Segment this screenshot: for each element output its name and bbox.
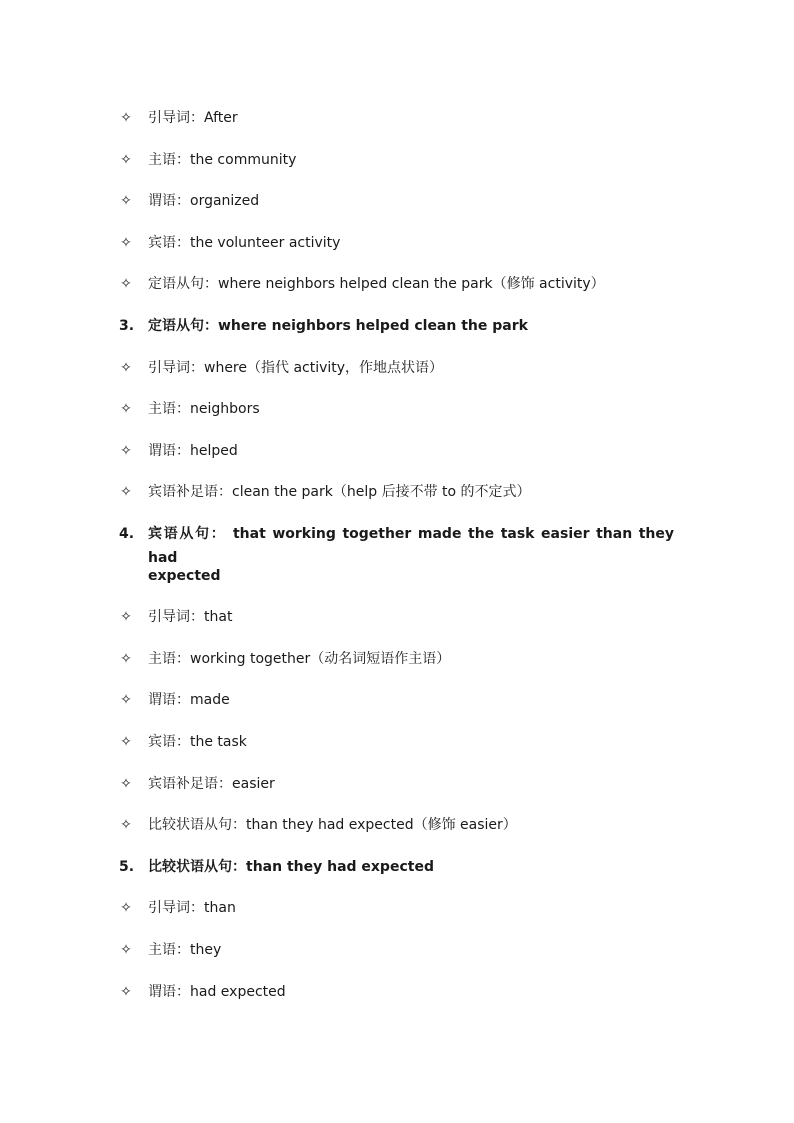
list-item — [0, 480, 794, 504]
diamond-bullet-icon: ✧ — [120, 900, 132, 916]
list-item — [0, 647, 794, 671]
list-item-text: 主语：the community — [148, 152, 297, 168]
list-item-text: 谓语：organized — [148, 193, 260, 209]
diamond-bullet-icon: ✧ — [120, 152, 132, 168]
list-item-text: 主语：they — [148, 942, 222, 958]
list-item — [0, 772, 794, 796]
list-item-text: 比较状语从句：than they had expected（修饰 easier） — [148, 817, 517, 833]
diamond-bullet-icon: ✧ — [120, 443, 132, 459]
section-number: 3. — [119, 318, 135, 334]
section-heading-text: 定语从句：where neighbors helped clean the park — [148, 318, 528, 334]
diamond-bullet-icon: ✧ — [120, 276, 132, 292]
list-item-text: 定语从句：where neighbors helped clean the park（修饰 activity） — [148, 276, 605, 292]
list-item — [0, 231, 794, 255]
diamond-bullet-icon: ✧ — [120, 110, 132, 126]
list-item — [0, 272, 794, 296]
diamond-bullet-icon: ✧ — [120, 692, 132, 708]
section-number: 4. — [119, 526, 135, 542]
list-item — [0, 106, 794, 130]
section-heading-continuation — [0, 564, 794, 588]
diamond-bullet-icon: ✧ — [120, 734, 132, 750]
section-heading — [0, 855, 794, 879]
list-item-text: 谓语：made — [148, 692, 230, 708]
list-item-text: 主语：working together（动名词短语作主语） — [148, 651, 451, 667]
list-item-text: 宾语：the volunteer activity — [148, 235, 341, 251]
list-item-text: 宾语：the task — [148, 734, 247, 750]
section-heading — [0, 314, 794, 338]
list-item-text: 宾语补足语：easier — [148, 776, 275, 792]
list-item-text: 谓语：had expected — [148, 984, 286, 1000]
section-heading-text: 比较状语从句：than they had expected — [148, 859, 434, 875]
list-item — [0, 938, 794, 962]
diamond-bullet-icon: ✧ — [120, 942, 132, 958]
list-item — [0, 397, 794, 421]
section-heading-text: 宾语从句： that working together made the task easier than they had — [148, 526, 674, 566]
list-item — [0, 189, 794, 213]
list-item — [0, 896, 794, 920]
list-item — [0, 605, 794, 629]
diamond-bullet-icon: ✧ — [120, 235, 132, 251]
list-item — [0, 813, 794, 837]
list-item — [0, 148, 794, 172]
list-item — [0, 356, 794, 380]
list-item-text: 引导词：that — [148, 609, 233, 625]
diamond-bullet-icon: ✧ — [120, 360, 132, 376]
list-item — [0, 730, 794, 754]
section-number: 5. — [119, 859, 135, 875]
diamond-bullet-icon: ✧ — [120, 776, 132, 792]
list-item — [0, 439, 794, 463]
list-item-text: 引导词：where（指代 activity，作地点状语） — [148, 360, 444, 376]
list-item-text: 引导词：After — [148, 110, 238, 126]
diamond-bullet-icon: ✧ — [120, 609, 132, 625]
list-item — [0, 688, 794, 712]
diamond-bullet-icon: ✧ — [120, 817, 132, 833]
diamond-bullet-icon: ✧ — [120, 651, 132, 667]
diamond-bullet-icon: ✧ — [120, 193, 132, 209]
section-heading — [0, 522, 794, 566]
diamond-bullet-icon: ✧ — [120, 484, 132, 500]
list-item-text: 谓语：helped — [148, 443, 238, 459]
list-item-text: 宾语补足语：clean the park（help 后接不带 to 的不定式） — [148, 484, 531, 500]
list-item-text: 主语：neighbors — [148, 401, 260, 417]
list-item — [0, 980, 794, 1004]
diamond-bullet-icon: ✧ — [120, 401, 132, 417]
section-heading-text-continuation: expected — [148, 568, 221, 584]
diamond-bullet-icon: ✧ — [120, 984, 132, 1000]
list-item-text: 引导词：than — [148, 900, 236, 916]
